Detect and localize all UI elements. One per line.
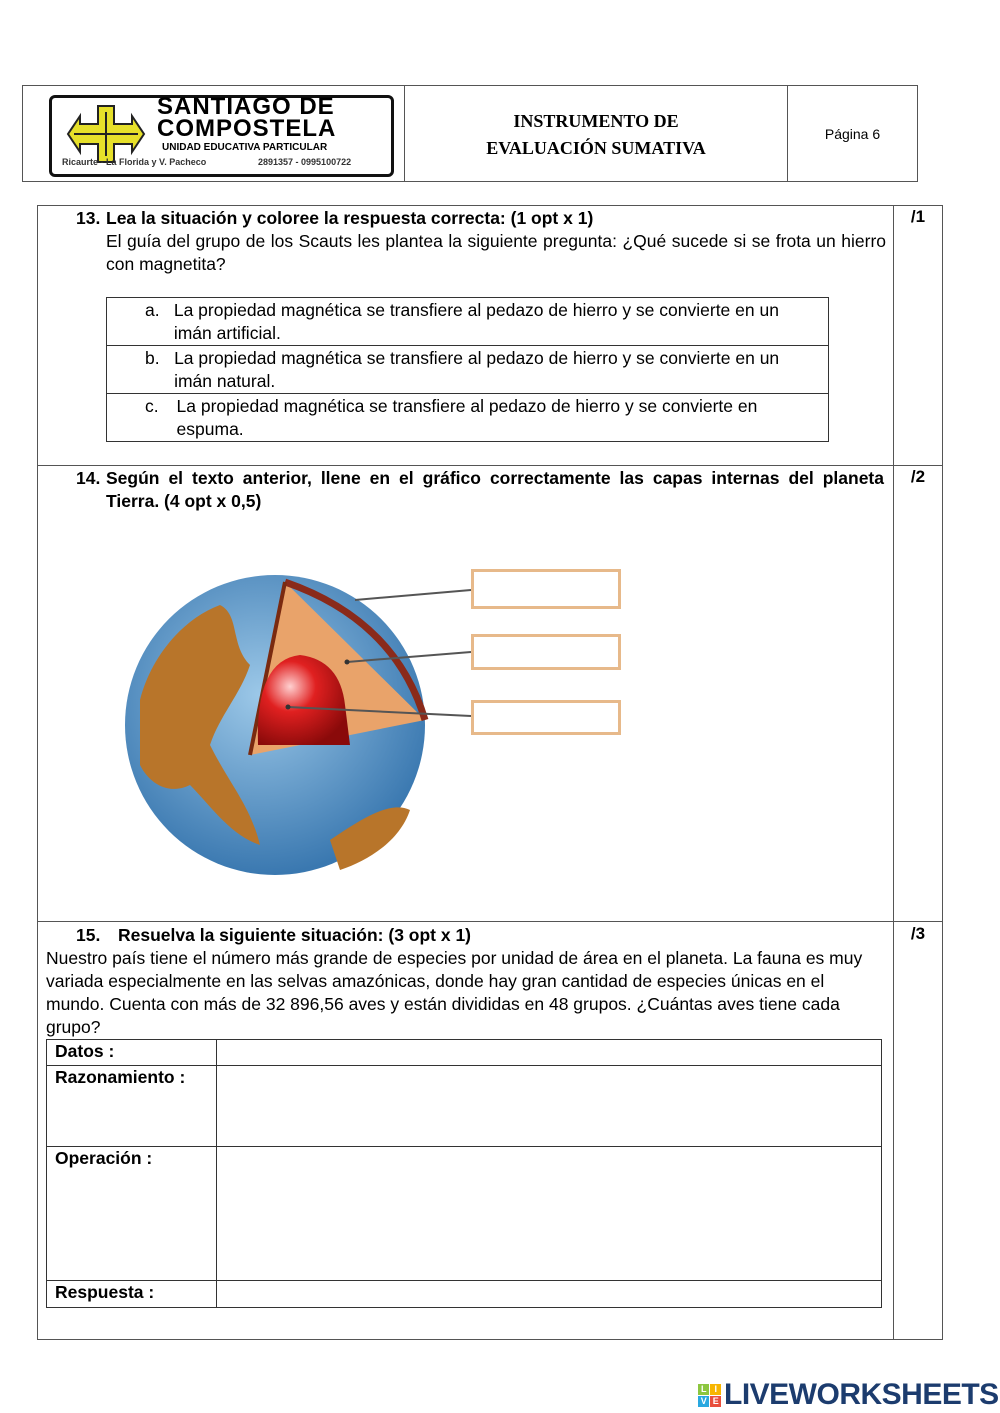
page-number: Página 6 [824, 125, 881, 142]
option-letter: c. [145, 396, 159, 416]
respuesta-label: Respuesta : [47, 1281, 217, 1308]
q13-title: Lea la situación y coloree la respuesta correcta: (1 opt x 1) [106, 208, 594, 228]
liveworksheets-logo [698, 1378, 999, 1412]
option-text: La propiedad magnética se transfiere al pedazo de hierro y se convierte en un imán artificial. [173, 300, 779, 343]
option-b[interactable] [107, 346, 829, 394]
q13-number: 13. [76, 208, 101, 228]
option-text: La propiedad magnética se transfiere al pedazo de hierro y se convierte en un imán natural. [174, 348, 780, 391]
badge-letter: L [698, 1384, 709, 1395]
datos-label: Datos : [47, 1040, 217, 1066]
badge-letter: V [698, 1396, 709, 1407]
q13-options [106, 297, 829, 442]
razonamiento-field[interactable] [217, 1066, 882, 1147]
badge-letter: E [710, 1396, 721, 1407]
q13-text: El guía del grupo de los Scauts les plantea la siguiente pregunta: ¿Qué sucede si se frota un hierro con magnetita? [106, 231, 886, 274]
doc-title-line2: EVALUACIÓN SUMATIVA [486, 138, 706, 158]
q14-title: Según el texto anterior, llene en el gráfico correctamente las capas internas del planeta Tierra. (4 opt x 0,5) [106, 468, 884, 511]
layer-answer-box-1[interactable] [471, 569, 621, 609]
razonamiento-label: Razonamiento : [47, 1066, 217, 1147]
operacion-label: Operación : [47, 1147, 217, 1281]
datos-field[interactable] [217, 1040, 882, 1066]
header-table [22, 85, 918, 182]
operacion-field[interactable] [217, 1147, 882, 1281]
brand-text: LIVEWORKSHEETS [724, 1378, 999, 1411]
school-address: Ricaurte - La Florida y V. Pacheco [62, 157, 207, 167]
respuesta-field[interactable] [217, 1281, 882, 1308]
school-type: UNIDAD EDUCATIVA PARTICULAR [162, 142, 328, 153]
school-phones: 2891357 - 0995100722 [258, 157, 352, 167]
q14-score: /2 [910, 467, 926, 486]
q15-text: Nuestro país tiene el número más grande de especies por unidad de área en el planeta. La fauna es muy variada especialmente en las selvas amazónicas, donde hay gran cantidad de especies únicas en el mundo. Cuenta con más de 32 896,56 aves y están divididas en 48 grupos. ¿Cuántas aves tiene cada grupo? [46, 948, 863, 1037]
q15-solution-table [46, 1039, 882, 1308]
school-logo [49, 95, 394, 177]
cross-icon [66, 104, 146, 164]
school-name-line2: COMPOSTELA [157, 115, 337, 142]
q15-title: Resuelva la siguiente situación: (3 opt x 1) [118, 925, 472, 945]
option-letter: a. [145, 300, 160, 320]
doc-title-line1: INSTRUMENTO DE [513, 111, 679, 131]
school-name-line1: SANTIAGO DE [157, 93, 335, 120]
q13-score: /1 [910, 207, 926, 226]
q15-number: 15. [76, 925, 101, 945]
layer-answer-box-3[interactable] [471, 700, 621, 735]
option-c[interactable] [107, 394, 829, 442]
live-badge-icon [698, 1384, 721, 1407]
option-a[interactable] [107, 298, 829, 346]
q15-score: /3 [910, 924, 926, 943]
option-letter: b. [145, 348, 160, 368]
layer-answer-box-2[interactable] [471, 634, 621, 670]
option-text: La propiedad magnética se transfiere al pedazo de hierro y se convierte en espuma. [176, 396, 758, 439]
badge-letter: I [710, 1384, 721, 1395]
q14-number: 14. [76, 468, 101, 488]
